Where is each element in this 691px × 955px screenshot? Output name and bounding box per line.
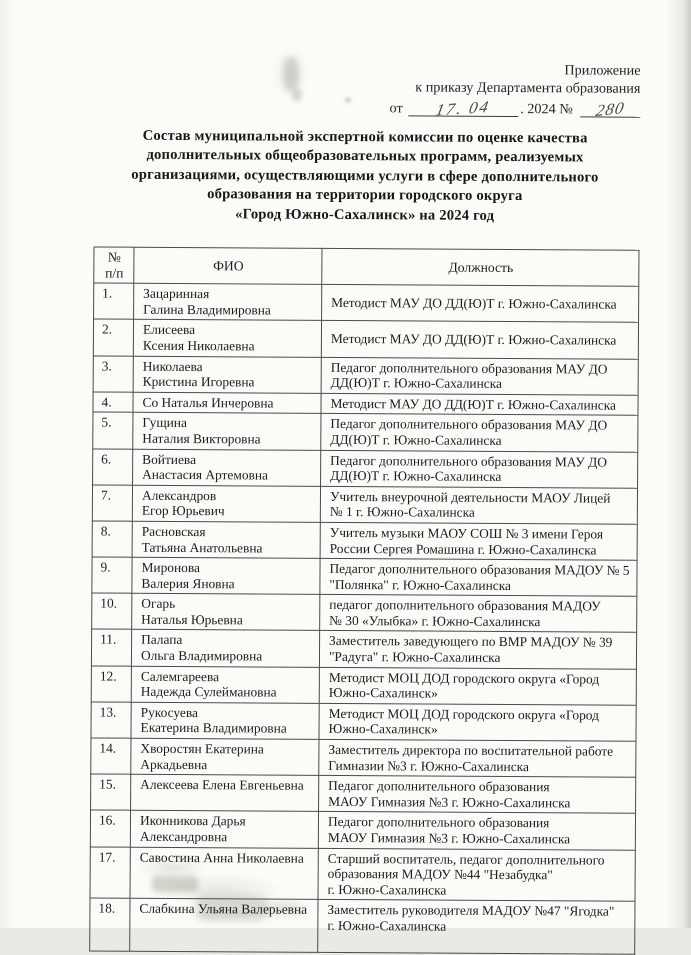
appendix-label: Приложение xyxy=(564,62,641,79)
row-number: 5. xyxy=(93,412,133,448)
year-and-number-label: . 2024 № xyxy=(520,101,573,118)
title-line: дополнительных общеобразовательных программ, реализуемых xyxy=(146,147,584,166)
row-fio: Палапа Ольга Владимировна xyxy=(131,630,319,667)
row-fio: Рукосуева Екатерина Владимировна xyxy=(131,702,319,739)
table-row xyxy=(92,485,637,525)
row-position: Учитель музыки МАОУ СОШ № 3 имени Героя России Сергея Ромашина г. Южно-Сахалинска xyxy=(320,522,637,560)
table-row xyxy=(93,412,638,452)
handwritten-order-number: 280 xyxy=(594,98,627,121)
row-number: 7. xyxy=(92,485,132,521)
row-position: Педагог дополнительного образования МАУ ДО ДД(Ю)Т г. Южно-Сахалинска xyxy=(321,450,638,488)
row-fio: Николаева Кристина Игоревна xyxy=(133,356,321,393)
row-number: 3. xyxy=(93,356,133,392)
row-position: Педагог дополнительного образования МАОУ Гимназия №3 г. Южно-Сахалинска xyxy=(319,776,636,814)
row-fio: Гущина Наталия Викторовна xyxy=(133,413,321,450)
row-fio: Алексеева Елена Евгеньевна xyxy=(131,774,319,811)
date-blank-line xyxy=(408,97,518,120)
table-row xyxy=(90,810,635,850)
row-fio: Савостина Анна Николаевна xyxy=(130,847,318,900)
row-position: Методист МАУ ДО ДД(Ю)Т г. Южно-Сахалинска xyxy=(321,321,638,359)
row-fio: Елисеева Ксения Николаевна xyxy=(133,320,321,357)
row-fio: Войтиева Анастасия Артемовна xyxy=(133,449,321,486)
commission-table-header xyxy=(94,247,639,287)
table-row xyxy=(90,898,635,954)
row-position: Педагог дополнительного образования МАДОУ № 5 "Полянка" г. Южно-Сахалинска xyxy=(320,558,637,596)
document-title xyxy=(91,126,640,226)
table-row xyxy=(91,774,636,814)
row-number: 10. xyxy=(92,593,132,629)
table-row xyxy=(91,629,636,669)
row-number: 2. xyxy=(93,319,133,355)
title-line: организациями, осуществляющими услуги в сфере дополнительного xyxy=(131,166,599,186)
commission-table xyxy=(89,246,639,955)
row-fio: Салемгареева Надежда Сулеймановна xyxy=(131,666,319,703)
table-row xyxy=(92,521,637,561)
row-fio: Александров Егор Юрьевич xyxy=(132,485,320,522)
table-row xyxy=(92,593,637,633)
row-fio: Слабкина Ульяна Валерьевна xyxy=(130,899,318,953)
row-number: 1. xyxy=(94,283,134,319)
row-position: Методист МОЦ ДОД городского округа «Город Южно-Сахалинск» xyxy=(319,667,636,705)
row-position: Методист МОЦ ДОД городского округа «Город Южно-Сахалинск» xyxy=(319,703,636,741)
row-position: Педагог дополнительного образования МАОУ Гимназия №3 г. Южно-Сахалинска xyxy=(318,812,635,850)
column-header-number: № п/п xyxy=(94,247,134,283)
row-position: Учитель внеурочной деятельности МАОУ Лицей № 1 г. Южно-Сахалинска xyxy=(320,486,637,524)
row-position: Методист МАУ ДО ДД(Ю)Т г. Южно-Сахалинска xyxy=(321,393,638,416)
row-position: Заместитель директора по воспитательной работе Гимназии №3 г. Южно-Сахалинска xyxy=(319,739,636,777)
table-row xyxy=(91,702,636,742)
number-blank-line xyxy=(580,98,640,121)
row-number: 6. xyxy=(93,448,133,484)
row-number: 9. xyxy=(92,557,132,593)
column-header-position: Должность xyxy=(322,248,639,286)
table-row xyxy=(93,448,638,488)
table-row xyxy=(91,738,636,778)
row-position: Заместитель заведующего по ВМР МАДОУ № 39 "Радуга" г. Южно-Сахалинска xyxy=(319,631,636,669)
title-line: «Город Южно-Сахалинск» на 2024 год xyxy=(235,205,495,224)
row-position: Педагог дополнительного образования МАУ ДО ДД(Ю)Т г. Южно-Сахалинска xyxy=(321,414,638,452)
row-number: 12. xyxy=(91,666,131,702)
table-row xyxy=(91,666,636,706)
row-fio: Иконникова Дарья Александровна xyxy=(130,811,318,848)
row-fio: Расновская Татьяна Анатольевна xyxy=(132,521,320,558)
order-reference-line: к приказу Департамента образования xyxy=(415,79,641,97)
row-fio: Миронова Валерия Яновна xyxy=(132,557,320,594)
table-row xyxy=(94,283,639,323)
row-number: 8. xyxy=(92,521,132,557)
row-position: Старший воспитатель, педагог дополнительного образования МАДОУ №44 "Незабудка" г. Южно-Сахалинска xyxy=(318,848,635,902)
table-row xyxy=(93,356,638,396)
row-fio: Со Наталья Инчеровна xyxy=(133,392,321,414)
table-row xyxy=(92,557,637,597)
row-number: 14. xyxy=(91,738,131,774)
from-label: от xyxy=(389,100,403,117)
row-number: 4. xyxy=(93,392,133,413)
title-line: образования на территории городского округа xyxy=(207,186,523,205)
order-date-number-line xyxy=(390,98,641,119)
title-line: Состав муниципальной экспертной комиссии по оценке качества xyxy=(142,127,588,147)
row-number: 13. xyxy=(91,702,131,738)
row-number: 18. xyxy=(90,898,130,951)
commission-table-body xyxy=(90,283,639,955)
table-row xyxy=(90,847,635,902)
row-number: 16. xyxy=(90,810,130,846)
row-fio: Хворостян Екатерина Аркадьевна xyxy=(131,738,319,775)
row-position: Методист МАУ ДО ДД(Ю)Т г. Южно-Сахалинска xyxy=(322,285,639,323)
order-reference-block xyxy=(390,60,641,119)
row-number: 15. xyxy=(91,774,131,810)
row-position: Заместитель руководителя МАДОУ №47 "Ягодка" г. Южно-Сахалинска xyxy=(318,900,635,955)
row-position: Педагог дополнительного образования МАУ ДО ДД(Ю)Т г. Южно-Сахалинска xyxy=(321,357,638,395)
row-number: 11. xyxy=(91,629,131,665)
row-fio: Огарь Наталья Юрьевна xyxy=(132,593,320,630)
column-header-fio: ФИО xyxy=(134,247,322,284)
row-position: педагог дополнительного образования МАДОУ № 30 «Улыбка» г. Южно-Сахалинска xyxy=(320,595,637,633)
table-row xyxy=(93,319,638,359)
row-fio: Зацаринная Галина Владимировна xyxy=(134,283,322,320)
row-number: 17. xyxy=(90,847,130,899)
handwritten-date: 17. 04 xyxy=(434,97,493,120)
